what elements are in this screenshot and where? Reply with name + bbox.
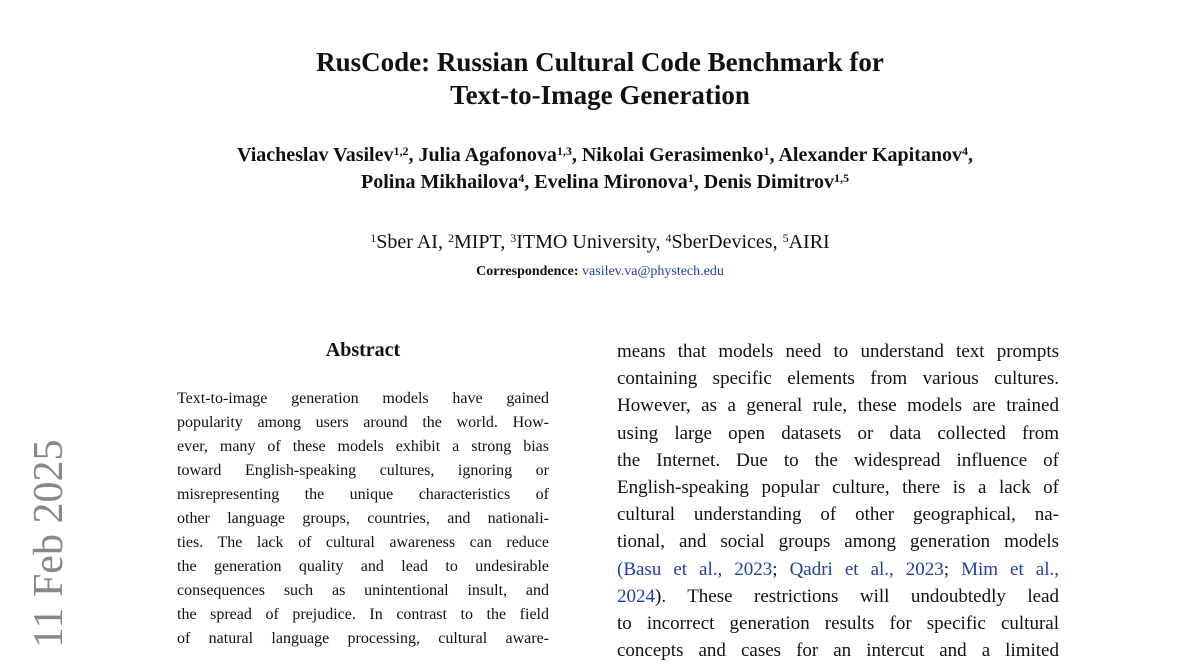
abstract-line: consequences such as unintentional insult, and	[177, 582, 549, 599]
abstract-line: other language groups, countries, and nationali-	[177, 510, 549, 527]
affil-sep: ,	[772, 231, 783, 253]
author-affil-sup: 1,3	[556, 144, 572, 158]
abstract-line: of natural language processing, cultural aware-	[177, 630, 549, 647]
intro-line-text: ). These restrictions will undoubtedly lead	[655, 585, 1059, 607]
author-affil-sup: 1,5	[833, 171, 849, 185]
cite-paren: (	[617, 558, 624, 580]
affil-name: ITMO University	[516, 231, 656, 253]
author-sep: ,	[769, 144, 779, 166]
affil-sep: ,	[437, 231, 448, 253]
abstract-line: ever, many of these models exhibit a strong bias	[177, 438, 549, 455]
author-name: Viacheslav Vasilev	[237, 144, 394, 166]
intro-line: means that models need to understand text prompts	[617, 341, 1059, 362]
author-sep: ,	[693, 171, 704, 193]
citation-link-mim-year[interactable]: 2024	[617, 585, 655, 607]
abstract-line: ties. The lack of cultural awareness can reduce	[177, 534, 549, 551]
intro-line: containing specific elements from various cultures.	[617, 368, 1059, 390]
intro-line: using large open datasets or data collected from	[617, 422, 1059, 444]
affil-name: AIRI	[788, 231, 830, 253]
correspondence-label: Correspondence:	[476, 264, 579, 279]
affil-sep: ,	[655, 231, 666, 253]
author-line-1	[0, 142, 1200, 169]
intro-citation-line	[617, 556, 1059, 583]
author-name: Evelina Mironova	[534, 171, 688, 193]
author-affil-sup: 1,2	[393, 144, 409, 158]
author-affil-sup: 1	[763, 144, 770, 158]
citation-link-mim[interactable]: Mim et al.,	[961, 558, 1059, 580]
affil-name: MIPT	[453, 231, 501, 253]
citation-link-qadri[interactable]: Qadri et al., 2023	[789, 558, 944, 580]
affil-name: SberDevices	[671, 231, 773, 253]
author-sep: ,	[571, 144, 582, 166]
intro-line: the Internet. Due to the widespread influence of	[617, 449, 1059, 471]
affil-sep: ,	[500, 231, 511, 253]
abstract-line: misrepresenting the unique characteristics of	[177, 486, 549, 503]
affiliations	[0, 229, 1200, 255]
author-name: Polina Mikhailova	[361, 171, 519, 193]
intro-line: However, as a general rule, these models are trained	[617, 395, 1059, 417]
author-name: Alexander Kapitanov	[778, 144, 962, 166]
affil-sup: 5	[782, 231, 789, 245]
abstract-body	[177, 387, 549, 651]
author-affil-sup: 1	[687, 171, 694, 185]
title-line-1: RusCode: Russian Cultural Code Benchmark for	[316, 47, 884, 77]
affil-sup: 4	[665, 231, 672, 245]
intro-line: English-speaking popular culture, there is a lack of	[617, 477, 1059, 499]
author-name: Denis Dimitrov	[703, 171, 834, 193]
author-affil-sup: 4	[961, 144, 968, 158]
intro-line: concepts and cases for an intercut and a limited	[617, 640, 1059, 662]
paper-title	[0, 46, 1200, 112]
affil-name: Sber AI	[376, 231, 438, 253]
cite-sep: ;	[772, 558, 790, 580]
citation-link-basu[interactable]: Basu et al., 2023	[623, 558, 773, 580]
arxiv-side-stamp: 11 Feb 2025	[26, 439, 72, 648]
introduction-body	[617, 338, 1059, 664]
correspondence-email-link[interactable]: vasilev.va@phystech.edu	[582, 264, 724, 279]
author-sep: ,	[408, 144, 419, 166]
intro-line: cultural understanding of other geographical, na-	[617, 504, 1059, 526]
intro-citation-line-2	[617, 583, 1059, 610]
affil-sup: 2	[447, 231, 454, 245]
intro-line: to incorrect generation results for specific cultural	[617, 613, 1059, 635]
author-affil-sup: 4	[518, 171, 525, 185]
correspondence	[0, 262, 1200, 282]
author-name: Nikolai Gerasimenko	[581, 144, 764, 166]
cite-sep: ;	[943, 558, 962, 580]
author-line-2	[0, 169, 1200, 196]
affil-sup: 3	[510, 231, 517, 245]
intro-line: tional, and social groups among generation models	[617, 531, 1059, 553]
abstract-line: the generation quality and lead to undesirable	[177, 558, 549, 575]
abstract-line: the spread of prejudice. In contrast to the field	[177, 606, 549, 623]
affil-sup: 1	[370, 231, 377, 245]
abstract-line: Text-to-image generation models have gained	[177, 390, 549, 407]
title-line-2: Text-to-Image Generation	[450, 80, 750, 110]
author-list	[0, 142, 1200, 196]
abstract-heading: Abstract	[325, 339, 401, 361]
author-sep: ,	[524, 171, 535, 193]
author-name: Julia Agafonova	[418, 144, 557, 166]
abstract-line: popularity among users around the world. How-	[177, 414, 549, 431]
author-sep: ,	[967, 144, 973, 166]
abstract-line: toward English-speaking cultures, ignoring or	[177, 462, 549, 479]
